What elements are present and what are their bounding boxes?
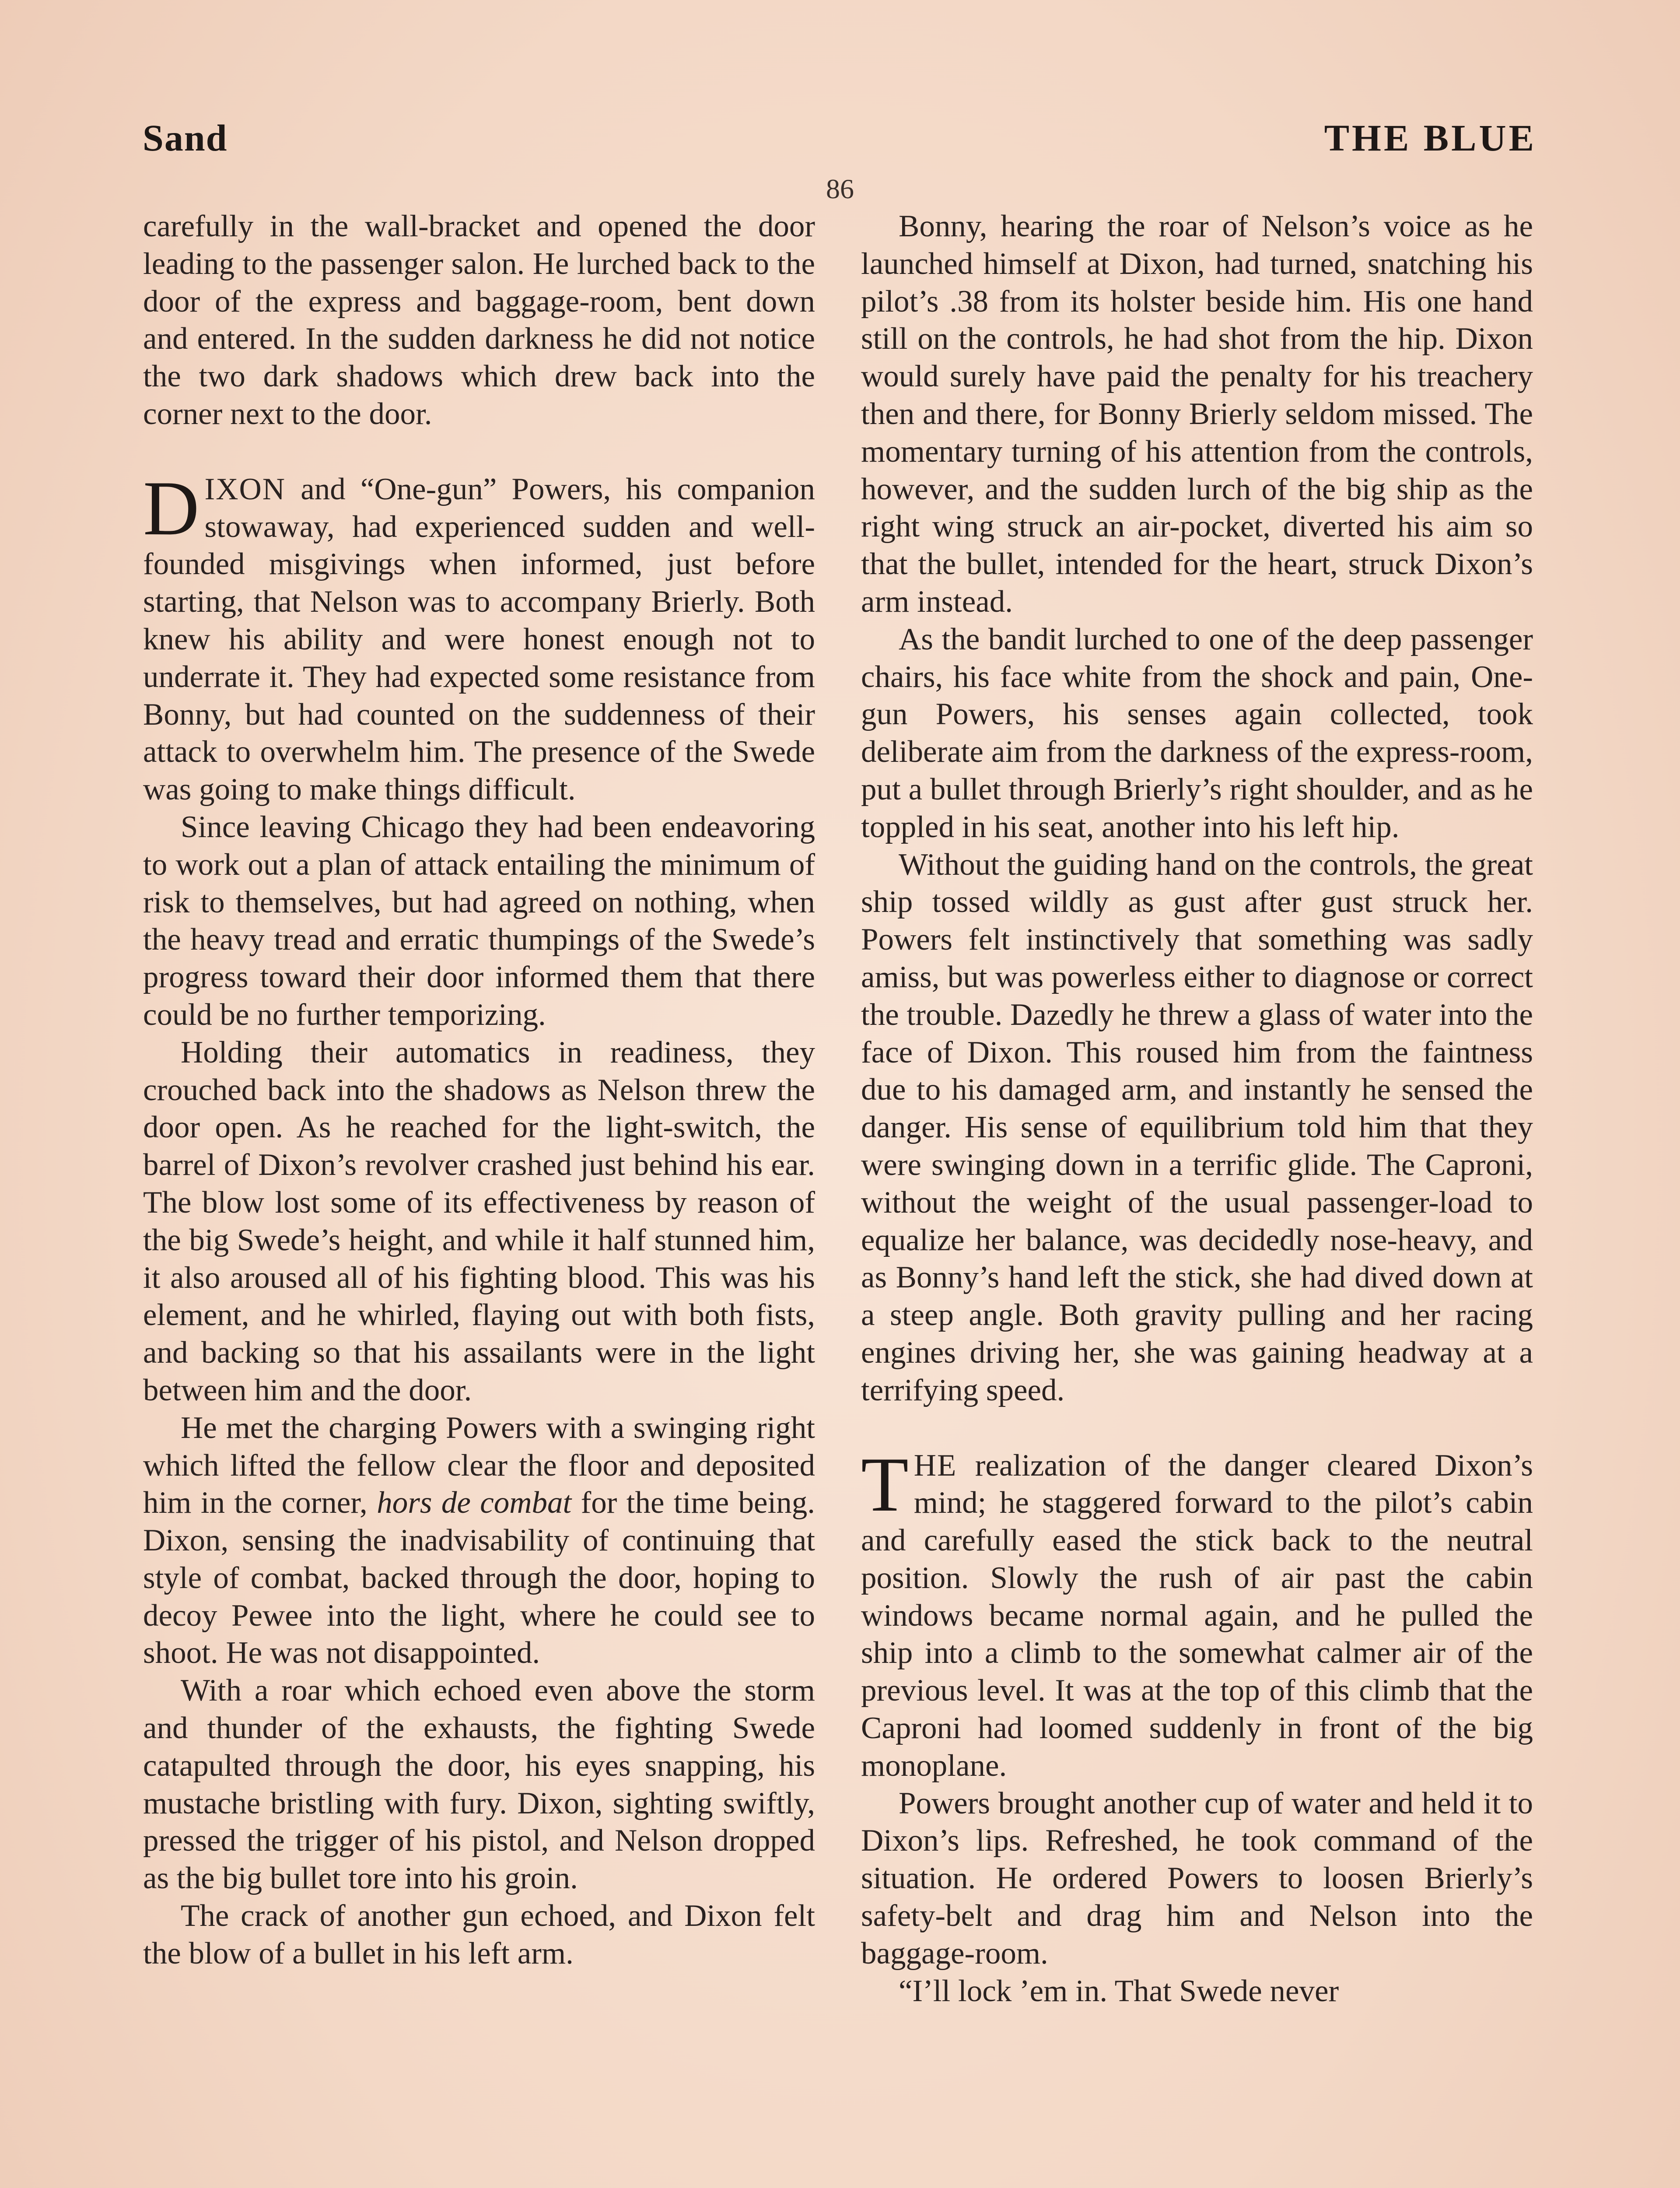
- drop-cap: T: [861, 1441, 909, 1528]
- text-column-left: [143, 208, 815, 1973]
- drop-cap: D: [143, 464, 200, 551]
- page-number: 86: [826, 173, 854, 204]
- paragraph-text: He met the charging Powers with a swinging right which lifted the fellow clear the floor and deposited him in the corner,: [143, 1410, 815, 1520]
- lead-in-text: IXON: [204, 472, 286, 506]
- paragraph: Bonny, hearing the roar of Nelson’s voice as he launched himself at Dixon, had turned, snatching his pilot’s .38 from its holster beside him. His one hand still on the controls, he had shot from the hip. Dixon would surely have paid the penalty for his treachery then and there, for Bonny Brierly seldom missed. The momentary turning of his attention from the controls, however, and the sudden lurch of the big ship as the right wing struck an air-pocket, diverted his aim so that the bullet, intended for the heart, struck Dixon’s arm instead.: [861, 209, 1533, 619]
- paragraph: Since leaving Chicago they had been endeavoring to work out a plan of attack entailing the minimum of risk to themselves, but had agreed on nothing, when the heavy tread and erratic thumpings of the Swede’s progress toward their door informed them that there could be no further temporizing.: [143, 810, 815, 1032]
- paragraph: Without the guiding hand on the controls, the great ship tossed wildly as gust after gust struck her. Powers felt instinctively that something was sadly amiss, but was powerless either to diagnose or correct the trouble. Dazedly he threw a glass of water into the face of Dixon. This roused him from the faintness due to his damaged arm, and instantly he sensed the danger. His sense of equilibrium told him that they were swinging down in a terrific glide. The Caproni, without the weight of the usual passenger-load to equalize her balance, was decidedly nose-heavy, and as Bonny’s hand left the stick, she had dived down at a steep angle. Both gravity pulling and her racing engines driving her, she was gaining headway at a terrifying speed.: [861, 847, 1533, 1407]
- italic-phrase: hors de combat: [377, 1486, 572, 1520]
- paragraph-text: for the time being. Dixon, sensing the inadvisability of continuing that style of combat, backed through the door, hoping to decoy Pewee into the light, where he could see to shoot. He was not disappointed.: [143, 1486, 815, 1670]
- paragraph: The crack of another gun echoed, and Dixon felt the blow of a bullet in his left arm.: [143, 1899, 815, 1971]
- paragraph-text: realization of the danger cleared Dixon’s mind; he staggered forward to the pilot’s cabin and carefully eased the stick back to the neutral position. Slowly the rush of air past the cabin windows became normal again, and he pulled the ship into a climb to the somewhat calmer air of the previous level. It was at the top of this climb that the Caproni had loomed suddenly in front of the big monoplane.: [861, 1448, 1533, 1783]
- paragraph-text: and “One-gun” Powers, his companion stowaway, had experienced sudden and well-founded misgivings when informed, just before starting, that Nelson was to accompany Brierly. Both knew his ability and were honest enough not to underrate it. They had expected some resistance from Bonny, but had counted on the suddenness of their attack to overwhelm him. The presence of the Swede was going to make things difficult.: [143, 472, 815, 807]
- paragraph: Powers brought another cup of water and held it to Dixon’s lips. Refreshed, he took command of the situation. He ordered Powers to loosen Brierly’s safety-belt and drag him and Nelson into the baggage-room.: [861, 1786, 1533, 1971]
- running-head-story-title: Sand: [143, 117, 228, 159]
- section-opening-paragraph: [861, 1441, 1533, 1785]
- paragraph: With a roar which echoed even above the storm and thunder of the exhausts, the fighting Swede catapulted through the door, his eyes snapping, his mustache bristling with fury. Dixon, sighting swiftly, pressed the trigger of his pistol, and Nelson dropped as the big bullet tore into his groin.: [143, 1673, 815, 1896]
- lead-in-text: HE: [914, 1448, 957, 1483]
- paragraph: “I’ll lock ’em in. That Swede never: [899, 1974, 1339, 2008]
- running-head-magazine-title: THE BLUE: [1324, 117, 1536, 159]
- paragraph: [143, 1410, 815, 1673]
- paragraph: As the bandit lurched to one of the deep passenger chairs, his face white from the shock and pain, One-gun Powers, his senses again collected, took deliberate aim from the darkness of the express-room, put a bullet through Brierly’s right shoulder, and as he toppled in his seat, another into his left hip.: [861, 622, 1533, 844]
- text-column-right: [861, 208, 1533, 2010]
- paragraph: carefully in the wall-bracket and opened the door leading to the passenger salon. He lurched back to the door of the express and baggage-room, bent down and entered. In the sudden darkness he did not notice the two dark shadows which drew back into the corner next to the door.: [143, 209, 815, 431]
- paragraph: Holding their automatics in readiness, they crouched back into the shadows as Nelson threw the door open. As he reached for the light-switch, the barrel of Dixon’s revolver crashed just behind his ear. The blow lost some of its effectiveness by reason of the big Swede’s height, and while it half stunned him, it also aroused all of his fighting blood. This was his element, and he whirled, flaying out with both fists, and backing so that his assailants were in the light between him and the door.: [143, 1035, 815, 1407]
- section-opening-paragraph: [143, 464, 815, 809]
